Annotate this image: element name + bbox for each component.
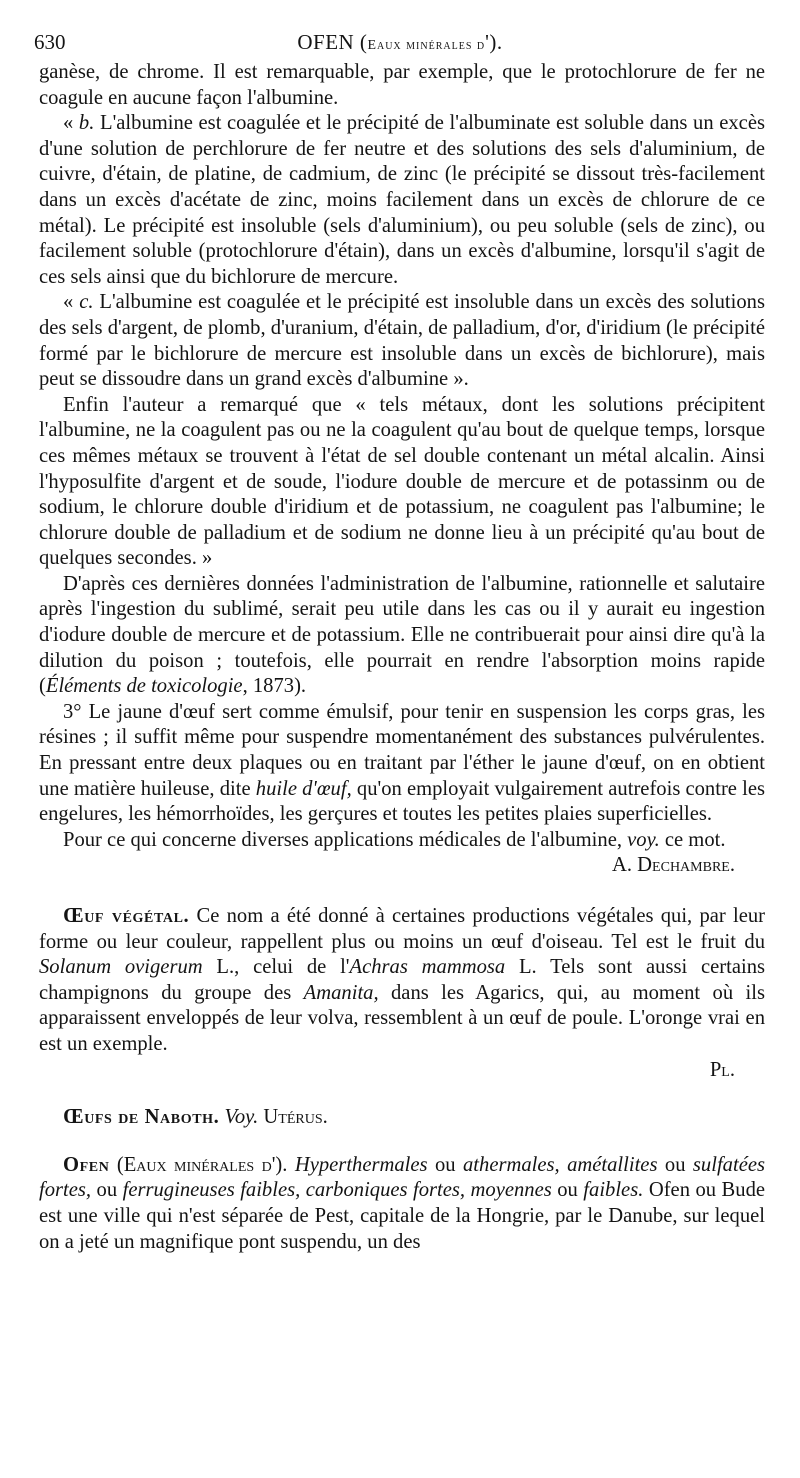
paragraph-jaune-text: 3° Le jaune d'œuf sert comme émulsif, pour tenir en suspension les corps gras, les résines ; il suffit même pour suspendre momentanément des substances pulvérulentes. En pressant entre deux plaques ou en traitant par l'éther le jaune d'œuf, on en obtient une matière huileuse, dite <box>39 700 765 800</box>
paragraph-c <box>39 290 765 392</box>
entry-text: Ce nom a été donné à certaines productions végétales qui, par leur forme ou leur couleur, rappellent plus ou moins un œuf d'oiseau. Tel est le fruit du <box>39 905 765 953</box>
running-head <box>34 30 766 55</box>
running-head-main: OFEN ( <box>297 30 368 54</box>
author-signature <box>39 853 765 879</box>
quote-open: « <box>63 291 80 314</box>
paragraph-concerne-end: ce mot. <box>659 828 726 851</box>
item-letter-b: b. <box>78 112 95 135</box>
entry-oeuf-vegetal <box>39 904 765 1058</box>
entry-heading: Ofen <box>63 1153 110 1176</box>
paragraph-continuation: ganèse, de chrome. Il est remarquable, par exemple, que le protochlorure de fer ne coagule en aucune façon l'albumine. <box>39 61 765 109</box>
entry-ofen <box>39 1153 765 1255</box>
entry-signature <box>39 1058 765 1084</box>
item-letter-c: c. <box>79 291 94 314</box>
page-header <box>34 30 766 58</box>
water-class: Hyperthermales <box>294 1153 428 1176</box>
paragraph-b <box>39 111 765 290</box>
running-head-end: '). <box>485 30 503 54</box>
entry-text: dans les Agarics, qui, au moment où ils apparaissent enveloppés de leur volva, ressemblent à un œuf de poule. L'oronge vrai en est un exemple. <box>39 981 765 1055</box>
paragraph-enfin: Enfin l'auteur a remarqué que « tels métaux, dont les solutions précipitent l'albumine, ne la coagulent pas ou ne la coagulent qu'au bout de quelque temps, lorsque ces mêmes métaux se trouvent à l'état de sel double contenant un métal alcalin. Ainsi l'hyposulfite d'argent et de soude, l'iodure double de mercure et de potassinm ou de sodium, le chlorure double d'iridium et de potassium, ne coagulent pas l'albumine; le chlorure double de palladium et de sodium ne donne lieu à un précipité qu'au bout de quelques secondes. » <box>39 393 765 570</box>
species-name: Solanum ovigerum <box>39 956 203 979</box>
entry-text: L., celui de l' <box>202 956 350 979</box>
page-number: 630 <box>34 30 66 54</box>
paragraph-concerne-text: Pour ce qui concerne diverses applications médicales de l'albumine, <box>63 828 628 851</box>
running-head-smallcaps: Eaux minérales d <box>367 38 486 53</box>
entry-heading: Œuf végétal. <box>63 905 190 927</box>
paragraph-c-text: L'albumine est coagulée et le précipité est insoluble dans un excès des solutions des sels d'argent, de plomb, d'uranium, d'étain, de palladium, d'or, d'iridium (le précipité formé par le bichlorure de mercure est insoluble dans un excès de bichlorure), mais peut se dissoudre dans un grand excès d'albumine ». <box>39 291 765 391</box>
genus-name: Amanita, <box>303 981 379 1004</box>
term-huile: huile d'œuf, <box>255 777 352 800</box>
spacer <box>39 879 765 904</box>
water-class: ferrugineuses faibles, carboniques fortes, moyennes <box>122 1179 552 1202</box>
page-body <box>39 60 765 1255</box>
signature-text: Pl. <box>709 1058 735 1081</box>
entry-text: Ofen ou Bude est une ville qui n'est séparée de Pest, capitale de la Hongrie, par le Danube, sur lequel on a jeté un magnifique pont suspendu, un des <box>39 1179 766 1253</box>
entry-text: L. Tels sont aussi certains champignons du groupe des <box>39 956 766 1004</box>
spacer <box>39 1131 765 1153</box>
entry-text: ou <box>427 1153 463 1176</box>
water-class: faibles. <box>583 1179 644 1202</box>
paragraph-dapres <box>39 572 765 700</box>
water-class: athermales, amétallites <box>463 1153 658 1176</box>
paragraph-b-text: L'albumine est coagulée et le précipité de l'albuminate est soluble dans un excès d'une solution de perchlorure de fer neutre et des solutions des sels d'aluminium, de cuivre, d'étain, de platine, de cadmium, de zinc (le précipité se dissout très-facilement dans un excès d'acétate de zinc, moins facilement dans un excès de chlorure de ce métal). Le précipité est insoluble (sels d'aluminium), ou peu soluble (sels de zinc), ou facilement soluble (protochlorure d'étain), dans un excès d'albumine, lorsqu'il s'agit de ces sels ainsi que du bichlorure de mercure. <box>39 112 765 288</box>
entry-oeufs-naboth <box>39 1105 765 1131</box>
paragraph-jaune-end: qu'on employait vulgairement autrefois contre les engelures, les hémorrhoïdes, les gerçures et toutes les petites plaies superficielles. <box>39 777 765 826</box>
signature-text: A. Dechambre. <box>612 854 735 877</box>
spacer <box>39 1083 765 1105</box>
water-class: sulfatées fortes, <box>39 1153 765 1202</box>
paragraph-concerne <box>39 828 765 854</box>
cross-ref-voy: voy. <box>627 828 660 851</box>
citation-title: Éléments de toxicologie <box>45 675 243 698</box>
entry-text: ou <box>91 1179 123 1202</box>
entry-text: ou <box>551 1179 584 1202</box>
paragraph-dapres-text: D'après ces dernières données l'administration de l'albumine, rationnelle et salutaire après l'ingestion du sublimé, serait peu utile dans les cas ou il y aurait eu ingestion d'iodure double de mercure et de potassium. Elle ne contribuerait pour ainsi dire qu'à la dilution du poison ; toutefois, elle pourrait en rendre l'absorption moins rapide ( <box>39 572 765 698</box>
cross-ref-voy: Voy. <box>219 1106 259 1129</box>
paragraph-jaune <box>39 700 765 828</box>
citation-year: , 1873). <box>242 675 307 698</box>
entry-heading: Œufs de Naboth. <box>63 1106 220 1129</box>
entry-subheading: (Eaux minérales d'). <box>109 1153 295 1176</box>
quote-open: « <box>63 112 79 135</box>
species-name: Achras mammosa <box>349 956 506 979</box>
cross-ref-target: Utérus. <box>258 1106 328 1129</box>
entry-text: ou <box>657 1153 693 1176</box>
